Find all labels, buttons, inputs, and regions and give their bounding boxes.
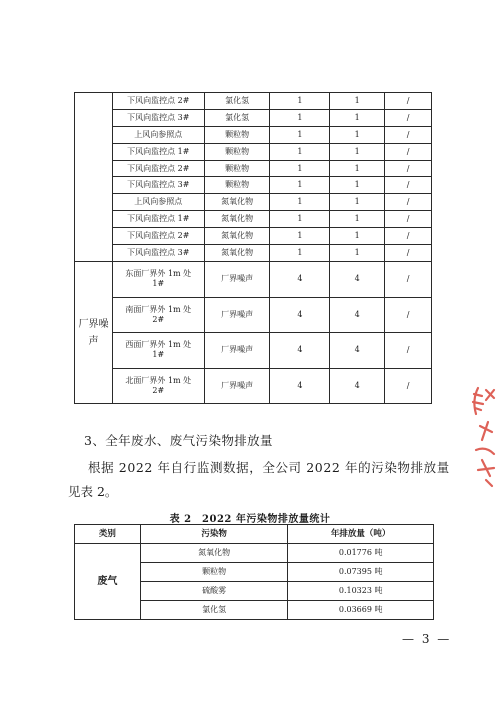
value-cell: / xyxy=(385,126,432,143)
monitoring-table xyxy=(74,92,432,404)
value-cell: / xyxy=(385,228,432,245)
table-row xyxy=(75,297,432,333)
value-cell: 4 xyxy=(330,368,385,404)
value-cell: 1 xyxy=(270,177,330,194)
pollutant-cell: 颗粒物 xyxy=(140,563,288,582)
pollutant-cell: 氮氧化物 xyxy=(204,194,270,211)
table-row xyxy=(75,160,432,177)
pollutant-cell: 氮氧化物 xyxy=(204,245,270,262)
pollutant-cell: 厂界噪声 xyxy=(204,297,270,333)
value-cell: 4 xyxy=(330,261,385,297)
value-cell: 1 xyxy=(330,93,385,110)
pollutant-cell: 厂界噪声 xyxy=(204,261,270,297)
table-row xyxy=(75,143,432,160)
pollutant-cell: 硫酸雾 xyxy=(140,582,288,601)
amount-cell: 0.10323 吨 xyxy=(288,582,434,601)
pollutant-cell: 厂界噪声 xyxy=(204,368,270,404)
page-number: — 3 — xyxy=(402,632,452,646)
value-cell: 4 xyxy=(270,297,330,333)
value-cell: 1 xyxy=(270,228,330,245)
table-row xyxy=(75,177,432,194)
table-row xyxy=(75,368,432,404)
location-cell: 下风向监控点 2# xyxy=(112,160,204,177)
group-cell-noise: 厂界噪声 xyxy=(75,261,113,403)
value-cell: 1 xyxy=(330,109,385,126)
value-cell: / xyxy=(385,109,432,126)
table-row xyxy=(75,245,432,262)
value-cell: 1 xyxy=(270,194,330,211)
pollutant-cell: 厂界噪声 xyxy=(204,333,270,369)
amount-cell: 0.03669 吨 xyxy=(288,601,434,620)
value-cell: 1 xyxy=(330,245,385,262)
value-cell: / xyxy=(385,245,432,262)
pollutant-cell: 氮氧化物 xyxy=(204,211,270,228)
value-cell: 1 xyxy=(270,211,330,228)
pollutant-cell: 氮氧化物 xyxy=(204,228,270,245)
value-cell: / xyxy=(385,333,432,369)
pollutant-cell: 氮氧化物 xyxy=(140,544,288,563)
location-cell: 下风向监控点 2# xyxy=(112,228,204,245)
value-cell: 4 xyxy=(270,261,330,297)
paragraph-line: 见表 2。 xyxy=(68,484,118,499)
column-header: 类别 xyxy=(75,525,141,544)
value-cell: 1 xyxy=(330,160,385,177)
table-header-row xyxy=(75,525,434,544)
value-cell: 1 xyxy=(270,126,330,143)
seal-stamp xyxy=(468,380,500,490)
pollutant-cell: 颗粒物 xyxy=(204,177,270,194)
value-cell: 1 xyxy=(330,228,385,245)
table-row xyxy=(75,544,434,563)
column-header: 污染物 xyxy=(140,525,288,544)
location-cell: 西面厂界外 1m 处 1# xyxy=(112,333,204,369)
amount-cell: 0.01776 吨 xyxy=(288,544,434,563)
value-cell: / xyxy=(385,261,432,297)
table-row xyxy=(75,261,432,297)
location-cell: 上风向参照点 xyxy=(112,126,204,143)
location-cell: 下风向监控点 3# xyxy=(112,245,204,262)
value-cell: / xyxy=(385,368,432,404)
location-cell: 下风向监控点 1# xyxy=(112,143,204,160)
group-cell-air xyxy=(75,93,113,262)
category-cell: 废气 xyxy=(75,544,141,620)
value-cell: 1 xyxy=(330,143,385,160)
table-row xyxy=(75,93,432,110)
paragraph-line: 根据 2022 年自行监测数据，全公司 2022 年的污染物排放量 xyxy=(88,460,450,475)
value-cell: / xyxy=(385,93,432,110)
amount-cell: 0.07395 吨 xyxy=(288,563,434,582)
table-row xyxy=(75,126,432,143)
section-heading: 3、全年废水、废气污染物排放量 xyxy=(84,433,273,448)
value-cell: / xyxy=(385,297,432,333)
value-cell: 1 xyxy=(330,126,385,143)
location-cell: 上风向参照点 xyxy=(112,194,204,211)
location-cell: 下风向监控点 2# xyxy=(112,93,204,110)
value-cell: 1 xyxy=(270,109,330,126)
location-cell: 东面厂界外 1m 处 1# xyxy=(112,261,204,297)
pollutant-cell: 颗粒物 xyxy=(204,143,270,160)
location-cell: 下风向监控点 3# xyxy=(112,177,204,194)
value-cell: 4 xyxy=(330,297,385,333)
value-cell: / xyxy=(385,160,432,177)
pollutant-cell: 颗粒物 xyxy=(204,126,270,143)
emission-table xyxy=(74,524,434,620)
table-row xyxy=(75,194,432,211)
value-cell: 1 xyxy=(270,160,330,177)
pollutant-cell: 氯化氢 xyxy=(204,109,270,126)
location-cell: 北面厂界外 1m 处 2# xyxy=(112,368,204,404)
value-cell: 1 xyxy=(270,245,330,262)
location-cell: 下风向监控点 3# xyxy=(112,109,204,126)
pollutant-cell: 颗粒物 xyxy=(204,160,270,177)
table-row xyxy=(75,228,432,245)
value-cell: 4 xyxy=(270,333,330,369)
value-cell: 1 xyxy=(330,194,385,211)
value-cell: / xyxy=(385,143,432,160)
location-cell: 南面厂界外 1m 处 2# xyxy=(112,297,204,333)
column-header: 年排放量（吨） xyxy=(288,525,434,544)
value-cell: 1 xyxy=(330,177,385,194)
table-row xyxy=(75,333,432,369)
table-row xyxy=(75,109,432,126)
value-cell: / xyxy=(385,177,432,194)
value-cell: 1 xyxy=(330,211,385,228)
location-cell: 下风向监控点 1# xyxy=(112,211,204,228)
value-cell: 4 xyxy=(270,368,330,404)
value-cell: / xyxy=(385,211,432,228)
table-caption: 表 2 2022 年污染物排放量统计 xyxy=(169,514,331,525)
pollutant-cell: 氯化氢 xyxy=(204,93,270,110)
value-cell: 1 xyxy=(270,93,330,110)
value-cell: 4 xyxy=(330,333,385,369)
value-cell: / xyxy=(385,194,432,211)
value-cell: 1 xyxy=(270,143,330,160)
pollutant-cell: 氯化氢 xyxy=(140,601,288,620)
table-row xyxy=(75,211,432,228)
